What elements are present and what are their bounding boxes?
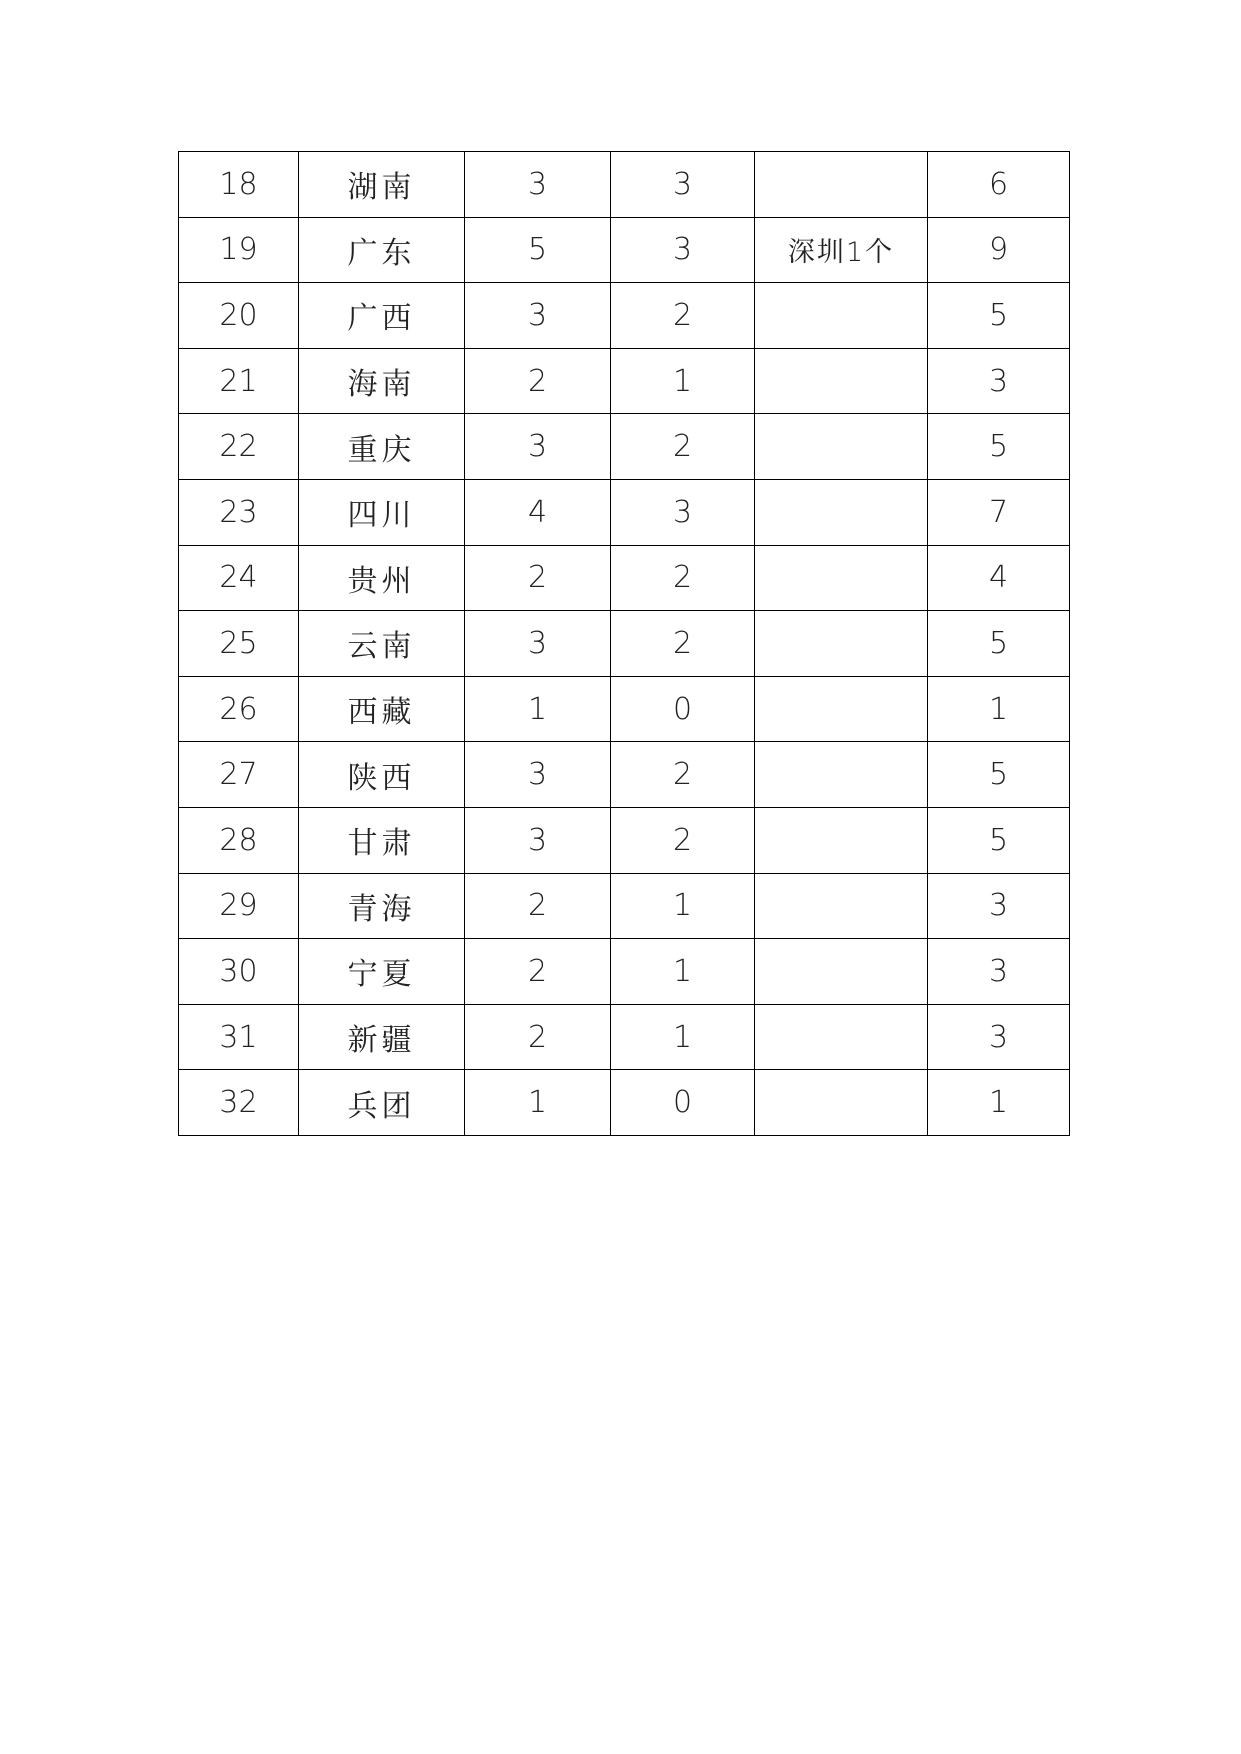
row-index-cell: 26 bbox=[179, 676, 299, 742]
count-a-cell: 2 bbox=[465, 873, 611, 939]
table-row bbox=[179, 742, 1070, 808]
region-name-cell: 贵州 bbox=[299, 545, 465, 611]
region-name-cell: 宁夏 bbox=[299, 939, 465, 1005]
region-name-cell: 兵团 bbox=[299, 1070, 465, 1136]
region-name-cell: 青海 bbox=[299, 873, 465, 939]
row-index-cell: 27 bbox=[179, 742, 299, 808]
count-b-cell: 3 bbox=[611, 479, 755, 545]
note-cell bbox=[755, 152, 928, 218]
total-cell: 5 bbox=[928, 807, 1070, 873]
count-b-cell: 3 bbox=[611, 217, 755, 283]
total-cell: 1 bbox=[928, 1070, 1070, 1136]
note-cell bbox=[755, 348, 928, 414]
count-a-cell: 1 bbox=[465, 676, 611, 742]
table-row bbox=[179, 676, 1070, 742]
count-a-cell: 4 bbox=[465, 479, 611, 545]
row-index-cell: 20 bbox=[179, 283, 299, 349]
table-row bbox=[179, 1070, 1070, 1136]
total-cell: 6 bbox=[928, 152, 1070, 218]
count-a-cell: 1 bbox=[465, 1070, 611, 1136]
count-b-cell: 2 bbox=[611, 545, 755, 611]
total-cell: 3 bbox=[928, 348, 1070, 414]
region-name-cell: 海南 bbox=[299, 348, 465, 414]
table-row bbox=[179, 283, 1070, 349]
count-a-cell: 3 bbox=[465, 414, 611, 480]
total-cell: 5 bbox=[928, 414, 1070, 480]
note-cell bbox=[755, 742, 928, 808]
table-row bbox=[179, 152, 1070, 218]
region-name-cell: 云南 bbox=[299, 611, 465, 677]
count-b-cell: 2 bbox=[611, 414, 755, 480]
row-index-cell: 22 bbox=[179, 414, 299, 480]
row-index-cell: 19 bbox=[179, 217, 299, 283]
count-a-cell: 3 bbox=[465, 152, 611, 218]
row-index-cell: 21 bbox=[179, 348, 299, 414]
table-row bbox=[179, 1004, 1070, 1070]
table-row bbox=[179, 873, 1070, 939]
total-cell: 4 bbox=[928, 545, 1070, 611]
table-body bbox=[179, 152, 1070, 1136]
count-b-cell: 0 bbox=[611, 676, 755, 742]
note-cell bbox=[755, 873, 928, 939]
row-index-cell: 24 bbox=[179, 545, 299, 611]
table-row bbox=[179, 545, 1070, 611]
total-cell: 5 bbox=[928, 283, 1070, 349]
count-a-cell: 5 bbox=[465, 217, 611, 283]
region-name-cell: 甘肃 bbox=[299, 807, 465, 873]
count-b-cell: 2 bbox=[611, 807, 755, 873]
note-cell bbox=[755, 676, 928, 742]
count-a-cell: 2 bbox=[465, 348, 611, 414]
table-row bbox=[179, 807, 1070, 873]
note-cell bbox=[755, 283, 928, 349]
note-cell: 深圳1个 bbox=[755, 217, 928, 283]
note-cell bbox=[755, 414, 928, 480]
total-cell: 7 bbox=[928, 479, 1070, 545]
note-cell bbox=[755, 611, 928, 677]
total-cell: 3 bbox=[928, 1004, 1070, 1070]
count-a-cell: 3 bbox=[465, 283, 611, 349]
count-a-cell: 2 bbox=[465, 545, 611, 611]
total-cell: 5 bbox=[928, 742, 1070, 808]
count-b-cell: 1 bbox=[611, 939, 755, 1005]
total-cell: 1 bbox=[928, 676, 1070, 742]
table-row bbox=[179, 939, 1070, 1005]
count-b-cell: 2 bbox=[611, 611, 755, 677]
region-name-cell: 四川 bbox=[299, 479, 465, 545]
region-name-cell: 陕西 bbox=[299, 742, 465, 808]
total-cell: 9 bbox=[928, 217, 1070, 283]
region-name-cell: 广西 bbox=[299, 283, 465, 349]
total-cell: 3 bbox=[928, 939, 1070, 1005]
row-index-cell: 28 bbox=[179, 807, 299, 873]
count-a-cell: 2 bbox=[465, 1004, 611, 1070]
row-index-cell: 23 bbox=[179, 479, 299, 545]
count-b-cell: 0 bbox=[611, 1070, 755, 1136]
note-cell bbox=[755, 1070, 928, 1136]
table-row bbox=[179, 611, 1070, 677]
count-a-cell: 3 bbox=[465, 742, 611, 808]
count-b-cell: 2 bbox=[611, 283, 755, 349]
note-cell bbox=[755, 479, 928, 545]
table-row bbox=[179, 479, 1070, 545]
count-b-cell: 1 bbox=[611, 348, 755, 414]
count-b-cell: 1 bbox=[611, 873, 755, 939]
note-cell bbox=[755, 939, 928, 1005]
row-index-cell: 18 bbox=[179, 152, 299, 218]
count-a-cell: 3 bbox=[465, 807, 611, 873]
note-cell bbox=[755, 545, 928, 611]
count-a-cell: 3 bbox=[465, 611, 611, 677]
note-cell bbox=[755, 1004, 928, 1070]
row-index-cell: 32 bbox=[179, 1070, 299, 1136]
region-name-cell: 重庆 bbox=[299, 414, 465, 480]
count-b-cell: 3 bbox=[611, 152, 755, 218]
allocation-table bbox=[178, 151, 1070, 1136]
count-a-cell: 2 bbox=[465, 939, 611, 1005]
note-cell bbox=[755, 807, 928, 873]
total-cell: 3 bbox=[928, 873, 1070, 939]
table-row bbox=[179, 348, 1070, 414]
row-index-cell: 30 bbox=[179, 939, 299, 1005]
total-cell: 5 bbox=[928, 611, 1070, 677]
row-index-cell: 25 bbox=[179, 611, 299, 677]
region-name-cell: 湖南 bbox=[299, 152, 465, 218]
row-index-cell: 31 bbox=[179, 1004, 299, 1070]
region-name-cell: 广东 bbox=[299, 217, 465, 283]
count-b-cell: 2 bbox=[611, 742, 755, 808]
count-b-cell: 1 bbox=[611, 1004, 755, 1070]
region-name-cell: 西藏 bbox=[299, 676, 465, 742]
region-name-cell: 新疆 bbox=[299, 1004, 465, 1070]
row-index-cell: 29 bbox=[179, 873, 299, 939]
table-row bbox=[179, 217, 1070, 283]
table-row bbox=[179, 414, 1070, 480]
